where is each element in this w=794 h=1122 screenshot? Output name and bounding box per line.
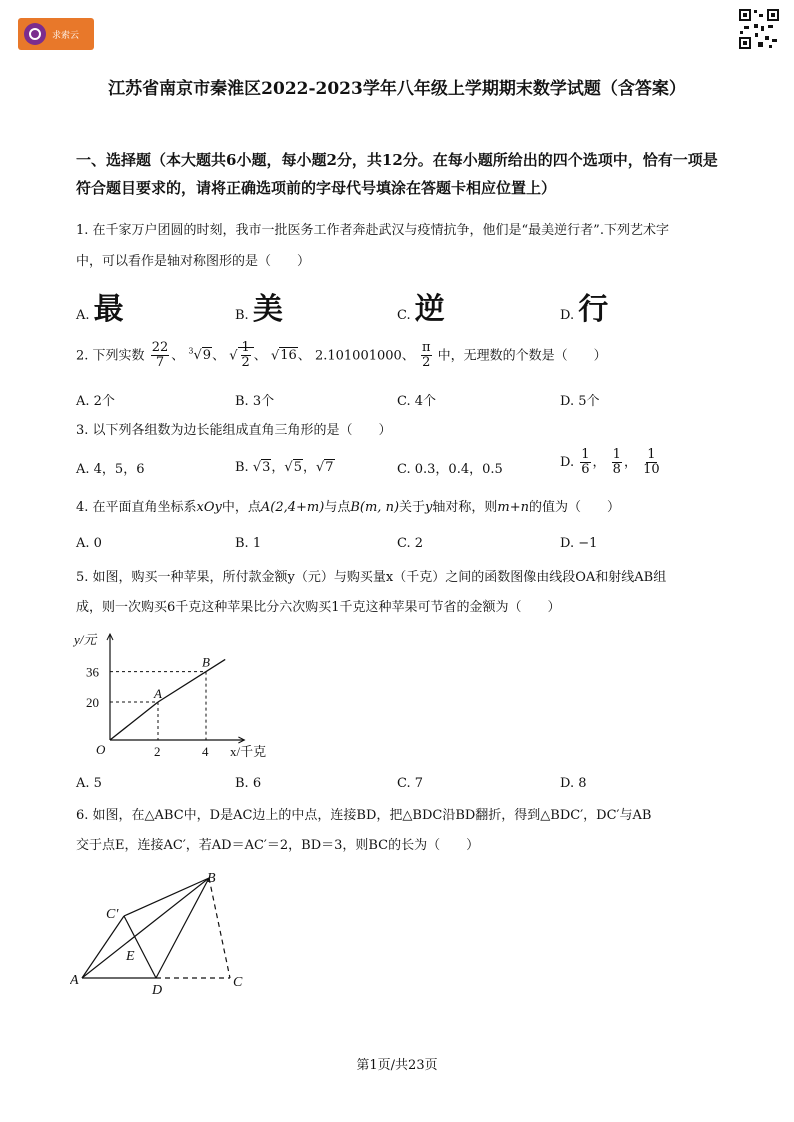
separator: 、 [171,348,185,364]
artistic-char: 最 [93,292,124,327]
option-label: B. [235,308,249,323]
y-tick-label: 20 [86,695,99,710]
x-tick-label: 2 [154,744,161,759]
q3-option-a: A. 4，5，6 [76,462,145,477]
point-label-b: B [202,654,210,670]
q6-stem-line2: 交于点E，连接AC′，若AD＝AC′＝2，BD＝3，则BC的长为（ ） [76,838,480,853]
q2-option-b: B. 3个 [235,394,275,409]
decimal-number: 2.101001000 [314,348,402,364]
numerator: 22 [151,340,169,356]
separator: ， [623,455,637,470]
radicand: 3 [262,460,271,475]
fraction [580,448,590,477]
math: m+n [497,500,530,515]
segment-ac-prime [82,916,124,978]
label-c: C [233,975,243,990]
numerator: 1 [241,340,250,356]
q2-option-c: C. 4个 [397,394,437,409]
text: 轴对称，则 [432,500,498,515]
artistic-char: 行 [578,292,609,327]
denominator: 2 [422,355,431,371]
math: xOy [196,500,222,515]
q1-stem-line1: 1. 在千家万户团圆的时刻，我市一批医务工作者奔赴武汉与疫情抗争，他们是“最美逆行者”.下列艺术字 [76,223,669,238]
denominator: 10 [643,462,660,477]
separator: 、 [253,348,267,364]
q4-stem [76,498,620,518]
x-axis-label: x/千克 [230,744,267,759]
qr-code-icon [738,8,780,50]
sqrt-16: √16 [270,348,297,364]
function-graph [70,628,270,760]
q2-option-a: A. 2个 [76,394,115,409]
logo-icon [24,23,46,45]
segment-bc-dashed [209,878,230,978]
math: A(2,4+m) [260,500,325,515]
q4-option-b: B. 1 [235,536,262,551]
y-axis-label: y/元 [74,632,97,647]
label-b: B [207,871,216,886]
option-label: D. [560,455,575,470]
brand-logo [18,18,94,50]
origin-label: O [96,742,106,757]
separator: 、 [297,348,311,364]
fraction [643,448,660,477]
math: y [425,500,433,515]
option-label: C. [397,308,411,323]
q5-option-c: C. 7 [397,776,424,791]
denominator: 2 [241,355,250,371]
q5-option-b: B. 6 [235,776,262,791]
root-index: 3 [188,347,194,356]
separator: 、 [212,348,226,364]
sqrt-fraction: √ $\frac{1}{2}$ [229,347,254,363]
triangle-figure [70,868,260,998]
fraction-22-7 [151,341,170,370]
logo-label: 求索云 [52,30,80,41]
numerator: 1 [581,447,590,462]
numerator: 1 [647,447,656,462]
q5-stem-line1: 5. 如图，购买一种苹果，所付款金额y（元）与购买量x（千克）之间的函数图像由线段OA和射线AB组 [76,570,667,585]
option-label: B. [235,460,249,475]
radicand: 7 [325,460,334,475]
fraction-pi-2 [421,341,432,370]
q1-option-c [397,284,445,328]
numerator: π [421,340,431,356]
segment-ab [82,878,209,978]
option-label: A. [76,308,90,323]
section-heading: 一、选择题（本大题共6小题，每小题2分，共12分。在每小题所给出的四个选项中，恰有一项是符合题目要求的，请将正确选项前的字母代号填涂在答题卡相应位置上） [76,151,718,197]
q1-option-b [235,284,283,328]
denominator: 8 [612,462,621,477]
text: 关于 [399,500,426,515]
x-tick-label: 4 [202,744,209,759]
q1-stem-line2: 中，可以看作是轴对称图形的是（ ） [76,254,311,269]
math: B(m, n) [350,500,400,515]
artistic-char: 美 [252,292,283,327]
q3-stem: 3. 以下列各组数为边长能组成直角三角形的是（ ） [76,423,392,438]
q2-stem [76,334,607,374]
q2-option-d: D. 5个 [560,394,600,409]
q1-option-a [76,284,124,328]
q3-option-c: C. 0.3，0.4，0.5 [397,462,503,477]
point-label-a: A [154,686,162,701]
fraction [612,448,622,477]
denominator: 6 [581,462,590,477]
page-title: 江苏省南京市秦淮区2022-2023学年八年级上学期期末数学试题（含答案） [108,79,686,99]
q1-option-d [560,284,608,328]
q4-option-c: C. 2 [397,536,424,551]
label-e: E [126,949,135,964]
label-c-prime: C′ [106,907,119,922]
text: 中，点 [221,500,261,515]
label-a: A [70,973,79,988]
text: 4. 在平面直角坐标系 [76,500,197,515]
radicand: 9 [202,348,212,364]
q5-option-a: A. 5 [76,776,102,791]
y-tick-label: 36 [86,664,99,680]
radicand: 5 [293,460,302,475]
separator: ， [271,460,285,475]
q4-option-a: A. 0 [76,536,102,551]
segment-bc-prime [124,878,209,916]
separator: ， [302,460,316,475]
q2-suffix: 中，无理数的个数是（ ） [437,348,607,364]
artistic-char: 逆 [414,292,445,327]
cube-root: $^3$√9 [188,347,212,364]
radicand: 16 [280,348,297,364]
numerator: 1 [612,447,621,462]
label-d: D [152,983,163,998]
option-label: D. [560,308,575,323]
q3-option-d [560,448,662,477]
segment-dc-prime [124,916,156,978]
page-footer: 第1页/共23页 [356,1058,438,1073]
ray-ab [158,659,225,702]
q6-stem-line1: 6. 如图，在△ABC中，D是AC边上的中点，连接BD，把△BDC沿BD翻折，得到△BDC′，DC′与AB [76,808,652,823]
segment-oa [110,702,158,740]
q4-option-d: D. −1 [560,536,598,551]
q3-option-b: B. √3，√5，√7 [235,460,334,475]
text: 与点 [324,500,351,515]
separator: 、 [401,348,415,364]
q5-option-d: D. 8 [560,776,587,791]
q2-prefix: 2. 下列实数 [76,348,145,364]
denominator: 7 [155,355,165,371]
text: 的值为（ ） [529,500,621,515]
separator: ， [592,455,606,470]
segment-bd [156,878,209,978]
q5-stem-line2: 成，则一次购买6千克这种苹果比分六次购买1千克这种苹果可节省的金额为（ ） [76,600,561,615]
